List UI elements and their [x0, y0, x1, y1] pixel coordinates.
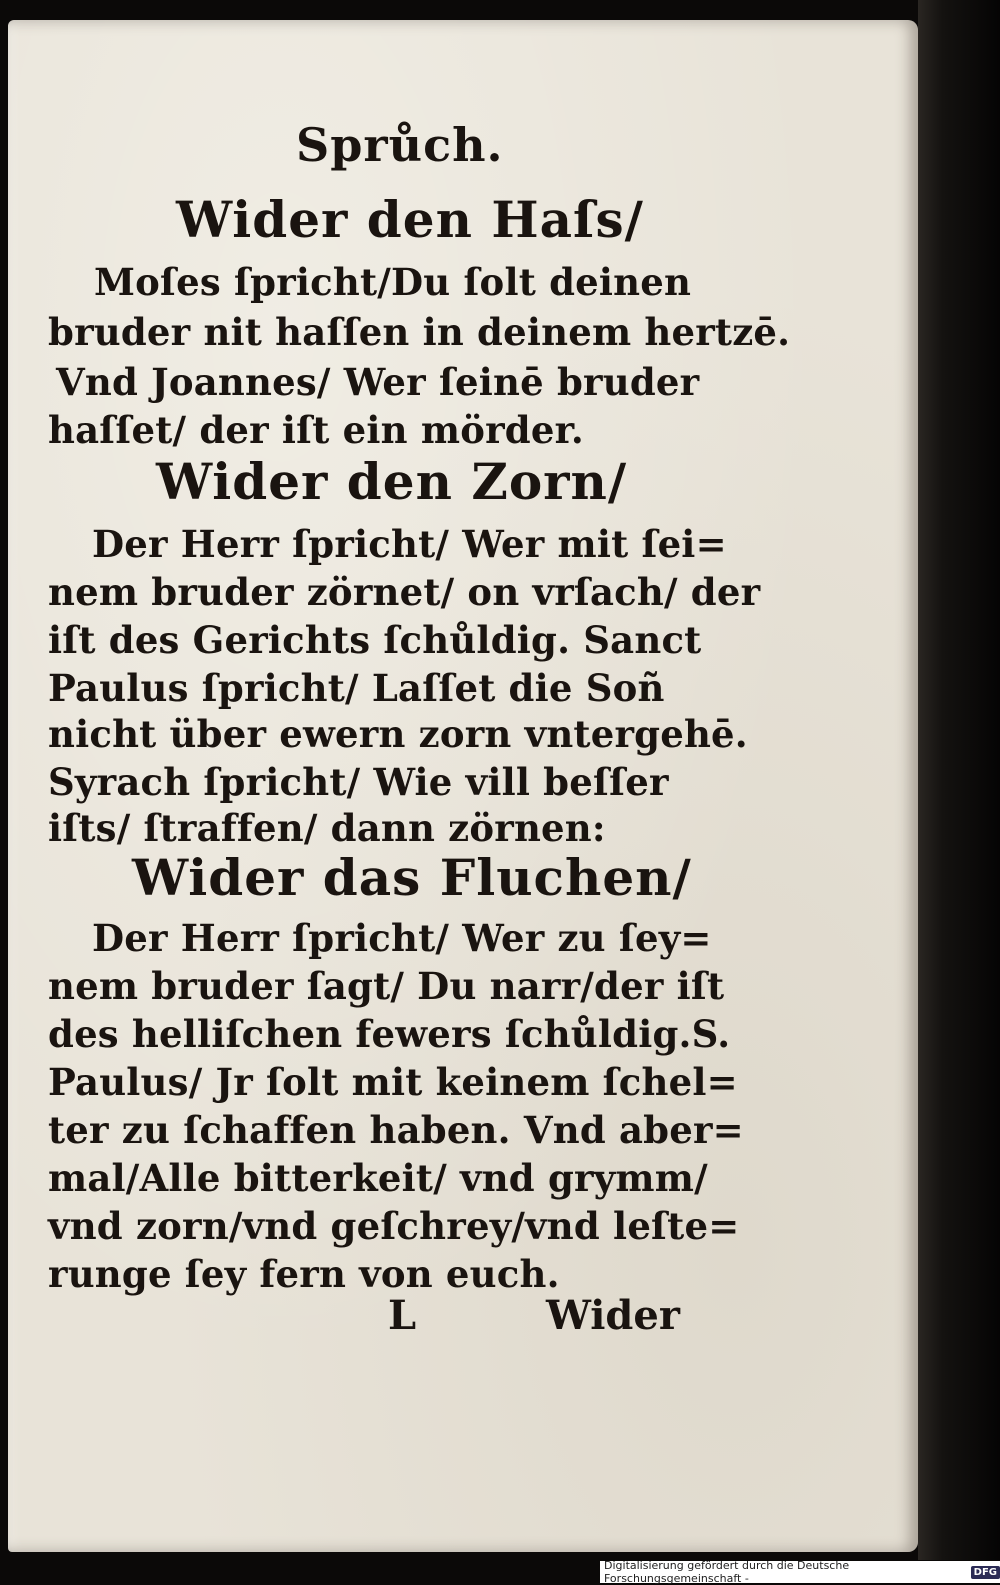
text-line: vnd zorn/vnd geſchrey/vnd leſte=	[48, 1204, 740, 1248]
footer-credit: Digitalisierung gefördert durch die Deutsche Forschungsgemeinschaft -	[604, 1559, 850, 1585]
text-line: iſt des Gerichts ſchůldig. Sanct	[48, 618, 702, 662]
text-line: Der Herr ſpricht/ Wer mit ſei=	[92, 522, 727, 566]
section-heading: Wider den Zorn/	[156, 452, 628, 511]
book-page	[8, 20, 918, 1552]
section-heading: Wider das Fluchen/	[132, 848, 692, 907]
text-line: nicht über ewern zorn vntergehē.	[48, 712, 748, 756]
text-line: runge ſey fern von euch.	[48, 1252, 560, 1296]
catchword: Wider	[546, 1292, 680, 1339]
text-line: mal/Alle bitterkeit/ vnd grymm/	[48, 1156, 708, 1200]
text-line: haſſet/ der iſt ein mörder.	[48, 408, 584, 452]
digitization-footer	[600, 1561, 1000, 1583]
text-line: Paulus/ Jr ſolt mit keinem ſchel=	[48, 1060, 738, 1104]
text-line: bruder nit haſſen in deinem hertzē.	[48, 310, 791, 354]
text-line: nem bruder ſagt/ Du narr/der iſt	[48, 964, 725, 1008]
text-line: des helliſchen fewers ſchůldig.S.	[48, 1012, 731, 1056]
text-line: Syrach ſpricht/ Wie vill beſſer	[48, 760, 669, 804]
text-line: Vnd Joannes/ Wer ſeinē bruder	[56, 360, 700, 404]
text-line: Moſes ſpricht/Du ſolt deinen	[94, 260, 692, 304]
text-line: nem bruder zörnet/ on vrſach/ der	[48, 570, 761, 614]
running-head: Sprůch.	[296, 118, 504, 172]
text-line: Der Herr ſpricht/ Wer zu ſey=	[92, 916, 712, 960]
text-line: iſts/ ſtraffen/ dann zörnen:	[48, 806, 606, 850]
book-edge	[918, 0, 1000, 1560]
section-heading: Wider den Haſs/	[176, 190, 644, 249]
text-line: Paulus ſpricht/ Laſſet die Soñ	[48, 666, 665, 710]
dfg-logo: DFG	[971, 1566, 1000, 1579]
text-line: ter zu ſchaffen haben. Vnd aber=	[48, 1108, 744, 1152]
signature-mark: L	[388, 1292, 417, 1339]
